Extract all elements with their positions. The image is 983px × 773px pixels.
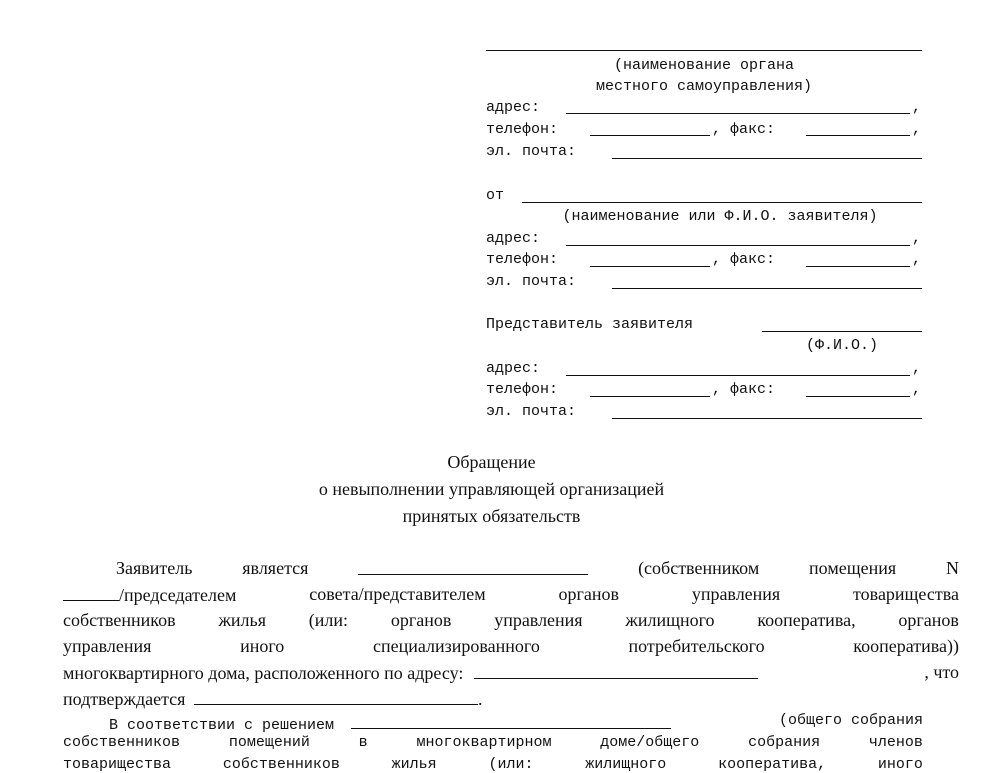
applicant-from-label: от bbox=[486, 187, 505, 204]
recipient-email-label: эл. почта: bbox=[486, 143, 577, 160]
title-line-3: принятых обязательств bbox=[402, 506, 581, 526]
applicant-address-label: адрес: bbox=[486, 230, 541, 247]
p2-word: собрания bbox=[748, 734, 821, 751]
p1-word: органов bbox=[558, 584, 619, 604]
p1-word: /председателем bbox=[119, 585, 237, 605]
representative-address-comma: , bbox=[912, 360, 922, 377]
p2-line-2 bbox=[63, 735, 923, 750]
decision-field bbox=[351, 713, 671, 729]
p1-word: органов bbox=[898, 610, 959, 630]
representative-address-label: адрес: bbox=[486, 360, 541, 377]
recipient-address-comma: , bbox=[912, 99, 922, 116]
representative-email-field bbox=[612, 418, 922, 419]
representative-caption: (Ф.И.О.) bbox=[805, 337, 878, 354]
p2-word: кооператива, bbox=[718, 756, 827, 773]
p1-line-5-tail: , что bbox=[924, 662, 959, 682]
p1-line-2-lead bbox=[63, 585, 236, 604]
p1-word: иного bbox=[240, 636, 285, 656]
p1-word: управления bbox=[63, 636, 152, 656]
representative-phone-field bbox=[590, 396, 710, 397]
p2-word: (или: bbox=[488, 756, 534, 773]
p1-word: жилищного bbox=[625, 610, 715, 630]
p1-line-2 bbox=[63, 585, 959, 604]
p1-word: (или: bbox=[308, 610, 349, 630]
applicant-phone-field bbox=[590, 266, 710, 267]
representative-email-label: эл. почта: bbox=[486, 403, 577, 420]
applicant-phone-label: телефон: bbox=[486, 251, 559, 268]
recipient-caption-2: местного самоуправления) bbox=[595, 78, 813, 95]
p2-word: помещений bbox=[228, 734, 310, 751]
p1-word: товарищества bbox=[853, 584, 959, 604]
representative-phone-label: телефон: bbox=[486, 381, 559, 398]
p2-word: в bbox=[358, 734, 368, 751]
p1-word: жилья bbox=[218, 610, 266, 630]
applicant-caption: (наименование или Ф.И.О. заявителя) bbox=[562, 208, 878, 225]
p2-word: собственников bbox=[222, 756, 340, 773]
title-line-1: Обращение bbox=[447, 452, 536, 472]
p2-word: многоквартирном bbox=[416, 734, 552, 751]
p1-line-5-head: многоквартирного дома, расположенного по адресу: bbox=[63, 663, 464, 683]
p2-line-3 bbox=[63, 757, 923, 772]
p1-word: управления bbox=[691, 584, 781, 604]
p1-line-1 bbox=[116, 559, 959, 577]
house-address-field bbox=[474, 663, 758, 679]
recipient-phone-label: телефон: bbox=[486, 121, 559, 138]
recipient-email-field bbox=[612, 158, 922, 159]
recipient-address-label: адрес: bbox=[486, 99, 541, 116]
p1-line-3 bbox=[63, 611, 959, 629]
p1-line-6 bbox=[63, 689, 959, 708]
representative-address-field bbox=[566, 375, 910, 376]
p2-word: жилищного bbox=[585, 756, 667, 773]
p1-line-6-tail: . bbox=[477, 689, 483, 709]
recipient-phone-field bbox=[590, 135, 710, 136]
owner-name-field bbox=[358, 559, 588, 575]
p1-word: (собственником bbox=[638, 558, 760, 578]
p1-word: Заявитель bbox=[116, 558, 193, 578]
applicant-address-comma: , bbox=[912, 230, 922, 247]
p1-word: совета/представителем bbox=[309, 584, 486, 604]
p1-word: кооператива, bbox=[757, 610, 856, 630]
recipient-address-field bbox=[566, 113, 910, 114]
p1-word: помещения bbox=[809, 558, 897, 578]
representative-label: Представитель заявителя bbox=[486, 316, 694, 333]
p1-line-5 bbox=[63, 663, 959, 682]
title-line-2: о невыполнении управляющей организацией bbox=[318, 479, 665, 499]
p2-word: доме/общего bbox=[600, 734, 700, 751]
p1-word: кооператива)) bbox=[853, 636, 959, 656]
p2-line-1-tail: (общего собрания bbox=[778, 712, 923, 729]
applicant-fax-label: , факс: bbox=[712, 251, 776, 268]
p2-line-1 bbox=[63, 713, 923, 733]
p2-word: товарищества bbox=[63, 756, 172, 773]
applicant-name-field bbox=[522, 202, 922, 203]
p2-word: иного bbox=[877, 756, 923, 773]
recipient-caption-1: (наименование органа bbox=[613, 57, 795, 74]
p1-word: органов bbox=[390, 610, 452, 630]
recipient-fax-comma: , bbox=[912, 121, 922, 138]
confirmation-doc-field bbox=[194, 689, 478, 705]
room-number-field bbox=[63, 585, 119, 601]
p1-word: N bbox=[945, 558, 959, 578]
recipient-fax-field bbox=[806, 135, 910, 136]
p2-word: собственников bbox=[63, 734, 181, 751]
p1-word: специализированного bbox=[372, 636, 540, 656]
p1-line-6-head: подтверждается bbox=[63, 689, 186, 709]
p1-word: является bbox=[242, 558, 309, 578]
recipient-name-line bbox=[486, 50, 922, 51]
recipient-fax-label: , факс: bbox=[712, 121, 776, 138]
representative-name-field bbox=[762, 331, 922, 332]
p2-word: членов bbox=[868, 734, 923, 751]
p1-line-4 bbox=[63, 637, 959, 655]
applicant-fax-comma: , bbox=[912, 251, 922, 268]
p2-line-1-head: В соответствии с решением bbox=[109, 717, 335, 734]
p1-word: управления bbox=[494, 610, 583, 630]
p1-word: собственников bbox=[63, 610, 176, 630]
p1-word: потребительского bbox=[628, 636, 765, 656]
applicant-address-field bbox=[566, 245, 910, 246]
applicant-email-field bbox=[612, 288, 922, 289]
p2-word: жилья bbox=[391, 756, 437, 773]
representative-fax-comma: , bbox=[912, 381, 922, 398]
applicant-fax-field bbox=[806, 266, 910, 267]
applicant-email-label: эл. почта: bbox=[486, 273, 577, 290]
representative-fax-label: , факс: bbox=[712, 381, 776, 398]
representative-fax-field bbox=[806, 396, 910, 397]
